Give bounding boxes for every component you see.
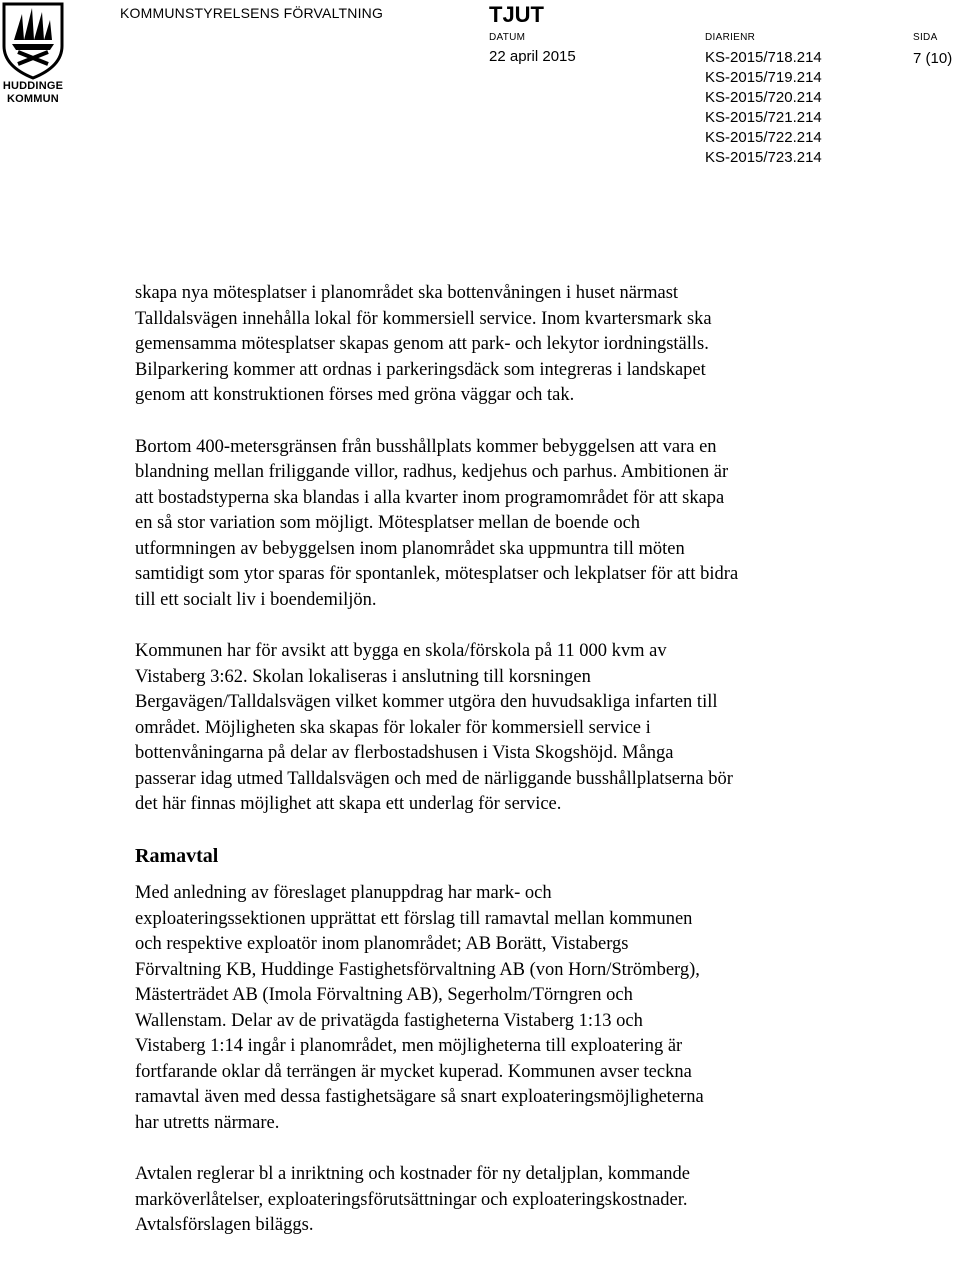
text-line: genom att konstruktionen förses med gröna väggar och tak. [135,385,575,405]
text-line: Bilparkering kommer att ordnas i parkeringsdäck som integreras i landskapet [135,359,706,380]
text-line: utformningen av bebyggelsen inom planområdet ska uppmuntra till möten [135,538,685,559]
diarienr-item: KS-2015/718.214 [705,49,822,66]
section-heading: Ramavtal [135,844,219,867]
text-line: Avtalen reglerar bl a inriktning och kostnader för ny detaljplan, kommande [135,1164,690,1184]
text-line: har utretts närmare. [135,1112,280,1133]
municipal-crest-icon [0,0,66,80]
text-line: att bostadstyperna ska blandas i alla kvarter inom programområdet för att skapa [135,487,725,508]
diarienr-item: KS-2015/722.214 [705,129,822,146]
text-line: Kommunen har för avsikt att bygga en skola/förskola på 11 000 kvm av [135,641,667,661]
text-line: Förvaltning KB, Huddinge Fastighetsförvaltning AB (von Horn/Strömberg), [135,959,700,980]
organization-name: KOMMUNSTYRELSENS FÖRVALTNING [120,5,384,21]
text-line: fortfarande oklar då terrängen är mycket kuperad. Kommunen avser teckna [135,1061,692,1082]
text-line: Talldalsvägen innehålla lokal för kommersiell service. Inom kvartersmark ska [135,308,712,329]
text-line: samtidigt som ytor sparas för spontanlek, mötesplatser och lekplatser för att bidra [135,564,739,584]
paragraph-4 [135,881,825,1136]
text-line: till ett socialt liv i boendemiljön. [135,589,377,610]
page-label: SIDA [913,32,938,43]
diarienr-label: DIARIENR [705,32,756,43]
diarienr-list [705,48,822,168]
paragraph-2 [135,435,825,614]
huddinge-kommun-logo [0,0,66,108]
paragraph-1 [135,281,825,409]
date-value: 22 april 2015 [489,48,576,65]
logo-text-line1: HUDDINGE [2,80,64,92]
document-title: TJUT [489,2,544,27]
text-line: exploateringssektionen upprättat ett förslag till ramavtal mellan kommunen [135,908,693,929]
text-line: Mästerträdet AB (Imola Förvaltning AB), Segerholm/Törngren och [135,985,633,1005]
text-line: Bergavägen/Talldalsvägen vilket kommer utgöra den huvudsakliga infarten till [135,692,718,712]
diarienr-item: KS-2015/720.214 [705,89,822,106]
text-line: Vistaberg 3:62. Skolan lokaliseras i anslutning till korsningen [135,666,591,687]
text-line: Wallenstam. Delar av de privatägda fastigheterna Vistaberg 1:13 och [135,1010,643,1031]
date-label: DATUM [489,32,526,43]
text-line: marköverlåtelser, exploateringsförutsättningar och exploateringskostnader. [135,1189,688,1210]
diarienr-item: KS-2015/721.214 [705,109,822,126]
text-line: Bortom 400-metersgränsen från busshållplats kommer bebyggelsen att vara en [135,436,717,457]
logo-text [0,80,66,106]
text-line: Vistaberg 1:14 ingår i planområdet, men möjligheterna till exploatering är [135,1036,683,1056]
text-line: ramavtal även med dessa fastighetsägare så snart exploateringsmöjligheterna [135,1087,704,1107]
diarienr-item: KS-2015/719.214 [705,69,822,86]
logo-text-line2: KOMMUN [7,93,59,105]
document-body [135,281,825,1265]
paragraph-3 [135,639,825,818]
text-line: området. Möjligheten ska skapas för lokaler för kommersiell service i [135,717,651,738]
text-line: passerar idag utmed Talldalsvägen och med de närliggande busshållplatserna bör [135,768,733,789]
text-line: och respektive exploatör inom planområdet; AB Borätt, Vistabergs [135,934,629,954]
paragraph-5 [135,1162,825,1239]
text-line: Med anledning av föreslaget planuppdrag har mark- och [135,883,552,903]
text-line: det här finnas möjlighet att skapa ett underlag för service. [135,794,562,814]
text-line: en så stor variation som möjligt. Mötesplatser mellan de boende och [135,513,641,533]
text-line: Avtalsförslagen biläggs. [135,1215,314,1235]
text-line: gemensamma mötesplatser skapas genom att park- och lekytor iordningställs. [135,334,709,354]
page-number: 7 (10) [913,50,953,67]
text-line: bottenvåningarna på delar av flerbostadshusen i Vista Skogshöjd. Många [135,743,674,763]
text-line: blandning mellan friliggande villor, radhus, kedjehus och parhus. Ambitionen är [135,462,729,482]
text-line: skapa nya mötesplatser i planområdet ska bottenvåningen i huset närmast [135,283,679,303]
diarienr-item: KS-2015/723.214 [705,149,822,166]
